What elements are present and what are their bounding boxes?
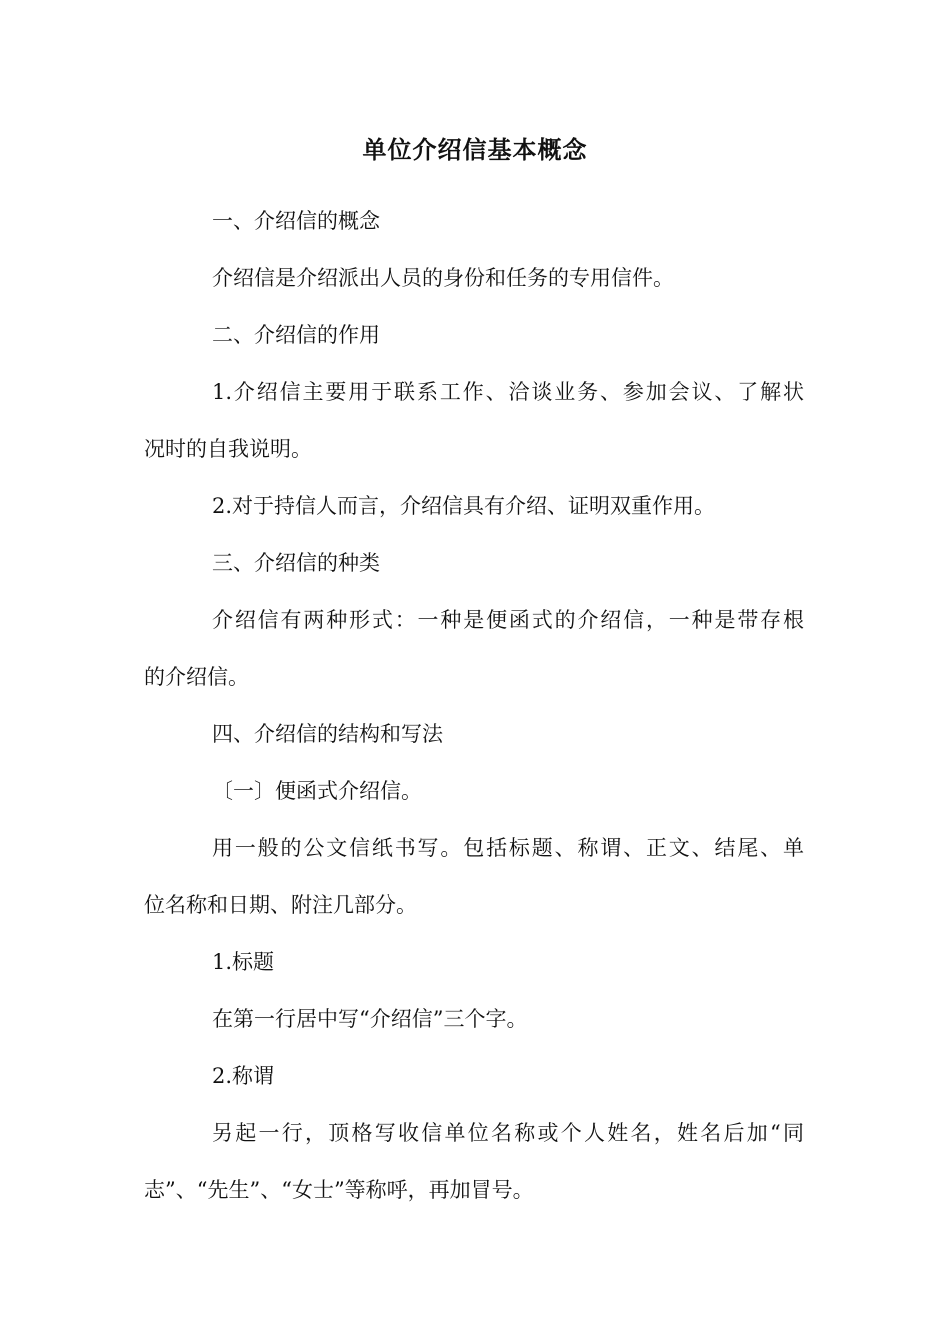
paragraph-line: 2.对于持信人而言，介绍信具有介绍、证明双重作用。	[212, 494, 716, 518]
document-title: 单位介绍信基本概念	[362, 135, 588, 164]
paragraph-line: 况时的自我说明。	[144, 437, 312, 461]
paragraph-line: 志”、“先生”、“女士”等称呼，再加冒号。	[144, 1178, 534, 1202]
section-heading-2: 二、介绍信的作用	[212, 323, 380, 347]
section-heading-1: 一、介绍信的概念	[212, 209, 380, 233]
paragraph-line: 介绍信有两种形式：一种是便函式的介绍信，一种是带存根	[212, 608, 804, 632]
subsection-heading: 〔一〕便函式介绍信。	[212, 779, 422, 803]
section-heading-4: 四、介绍信的结构和写法	[212, 722, 443, 746]
paragraph-line: 另起一行，顶格写收信单位名称或个人姓名，姓名后加“同	[212, 1121, 804, 1145]
item-heading: 2.称谓	[212, 1064, 275, 1088]
paragraph-line: 位名称和日期、附注几部分。	[144, 893, 417, 917]
item-heading: 1.标题	[212, 950, 275, 974]
section-heading-3: 三、介绍信的种类	[212, 551, 380, 575]
paragraph-line: 在第一行居中写“介绍信”三个字。	[212, 1007, 528, 1031]
paragraph-line: 的介绍信。	[144, 665, 249, 689]
paragraph-line: 用一般的公文信纸书写。包括标题、称谓、正文、结尾、单	[212, 836, 804, 860]
paragraph-line: 1.介绍信主要用于联系工作、洽谈业务、参加会议、了解状	[212, 380, 804, 404]
paragraph-line: 介绍信是介绍派出人员的身份和任务的专用信件。	[212, 266, 674, 290]
